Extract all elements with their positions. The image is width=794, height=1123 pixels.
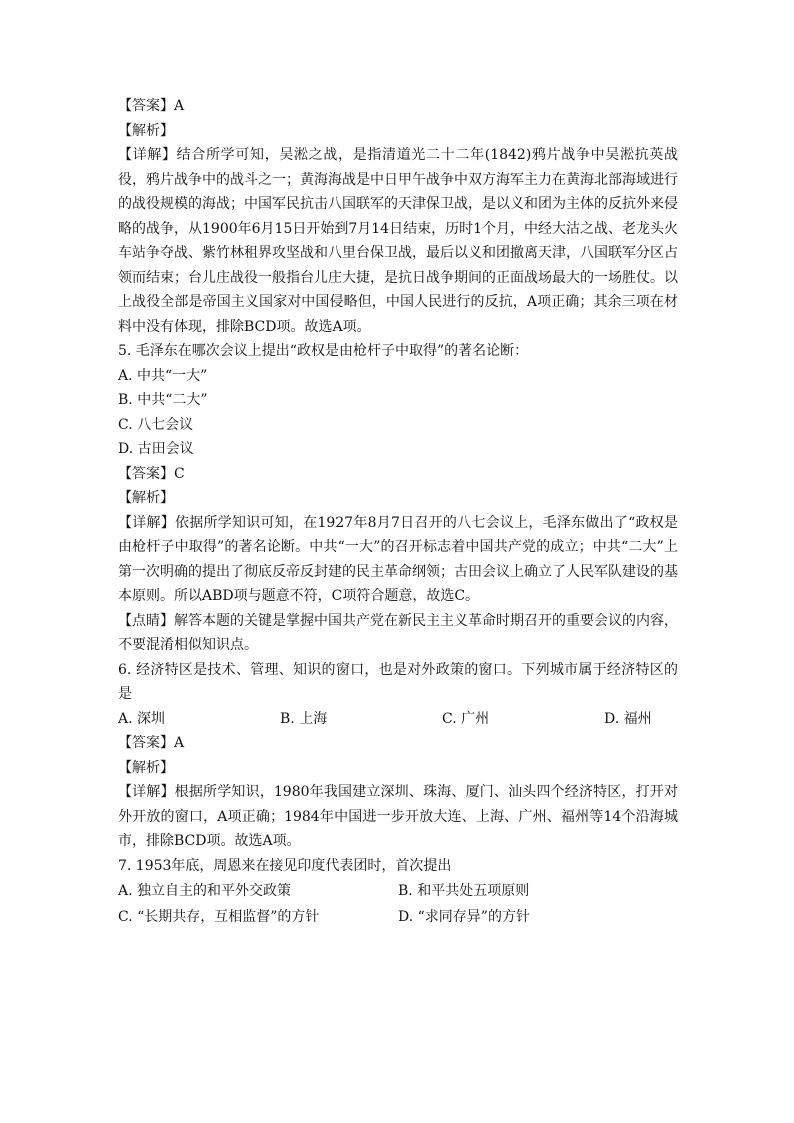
detail-paragraph: 【详解】依据所学知识可知，在1927年8月7日召开的八七会议上，毛泽东做出了“政权是由枪杆子中取得”的著名论断。中共“一大”的召开标志着中国共产党的成立；中共“二大”上第一次明确的提出了彻底反帝反封建的民主革命纲领；古田会议上确立了人民军队建设的基本原则。所以ABD项与题意不符，C项符合题意，故选C。 — [118, 514, 678, 604]
answer-line: 【答案】A — [118, 98, 185, 114]
answer-line: 【答案】C — [118, 465, 185, 482]
q5-option-b: B. 中共“二大” — [118, 392, 208, 408]
q5-option-d: D. 古田会议 — [118, 441, 194, 457]
detail-paragraph: 【详解】根据所学知识，1980年我国建立深圳、珠海、厦门、汕头四个经济特区，打开对外开放的窗口，A项正确；1984年中国进一步开放大连、上海、广州、福州等14个沿海城市，排除BCD项。故选A项。 — [118, 784, 678, 849]
q5-option-a: A. 中共“一大” — [118, 367, 208, 384]
q5-option-c: C. 八七会议 — [118, 416, 194, 433]
q7-options-row-2-item: D. “求同存异”的方针 — [398, 909, 530, 925]
analysis-heading: 【解析】 — [118, 122, 174, 139]
q7-options-row-1 — [118, 878, 678, 904]
q6-options-item: D. 福州 — [604, 710, 652, 727]
analysis-heading: 【解析】 — [118, 490, 174, 506]
q7-options-row-1-item: B. 和平共处五项原则 — [398, 883, 530, 899]
question-5: 5. 毛泽东在哪次会议上提出“政权是由枪杆子中取得”的著名论断： — [118, 343, 529, 359]
q7-options-row-2-item: C. “长期共存，互相监督”的方针 — [118, 909, 320, 925]
answer-line: 【答案】A — [118, 735, 185, 751]
q7-options-row-1-item: A. 独立自主的和平外交政策 — [118, 883, 292, 899]
q6-options-item: B. 上海 — [280, 710, 328, 727]
question-7: 7. 1953年底，周恩来在接见印度代表团时，首次提出 — [118, 857, 452, 874]
q6-options — [118, 707, 678, 732]
q6-options-item: A. 深圳 — [118, 710, 166, 727]
question-6: 6. 经济特区是技术、管理、知识的窗口，也是对外政策的窗口。下列城市属于经济特区的是 — [118, 661, 678, 702]
document-page — [118, 94, 678, 930]
q7-options-row-2 — [118, 904, 678, 930]
detail-paragraph: 【详解】结合所学可知，吴淞之战，是指清道光二十二年(1842)鸦片战争中吴淞抗英战役，鸦片战争中的战斗之一；黄海海战是中日甲午战争中双方海军主力在黄海北部海域进行的战役规模的海战；中国军民抗击八国联军的天津保卫战，是以义和团为主体的反抗外来侵略的战争，从1900年6月15日开始到7月14日结束，历时1个月，中经大沽之战、老龙头火车站争夺战、紫竹林租界攻坚战和八里台保卫战，最后以义和团撤离天津，八国联军分区占领而结束；台儿庄战役一般指台儿庄大捷，是抗日战争期间的正面战场最大的一场胜仗。以上战役全部是帝国主义国家对中国侵略但，中国人民进行的反抗，A项正确；其余三项在材料中没有体现，排除BCD项。故选A项。 — [118, 147, 678, 335]
q6-options-item: C. 广州 — [442, 710, 490, 727]
tip-paragraph: 【点睛】解答本题的关键是掌握中国共产党在新民主主义革命时期召开的重要会议的内容，不要混淆相似知识点。 — [118, 612, 678, 653]
analysis-heading: 【解析】 — [118, 759, 174, 776]
